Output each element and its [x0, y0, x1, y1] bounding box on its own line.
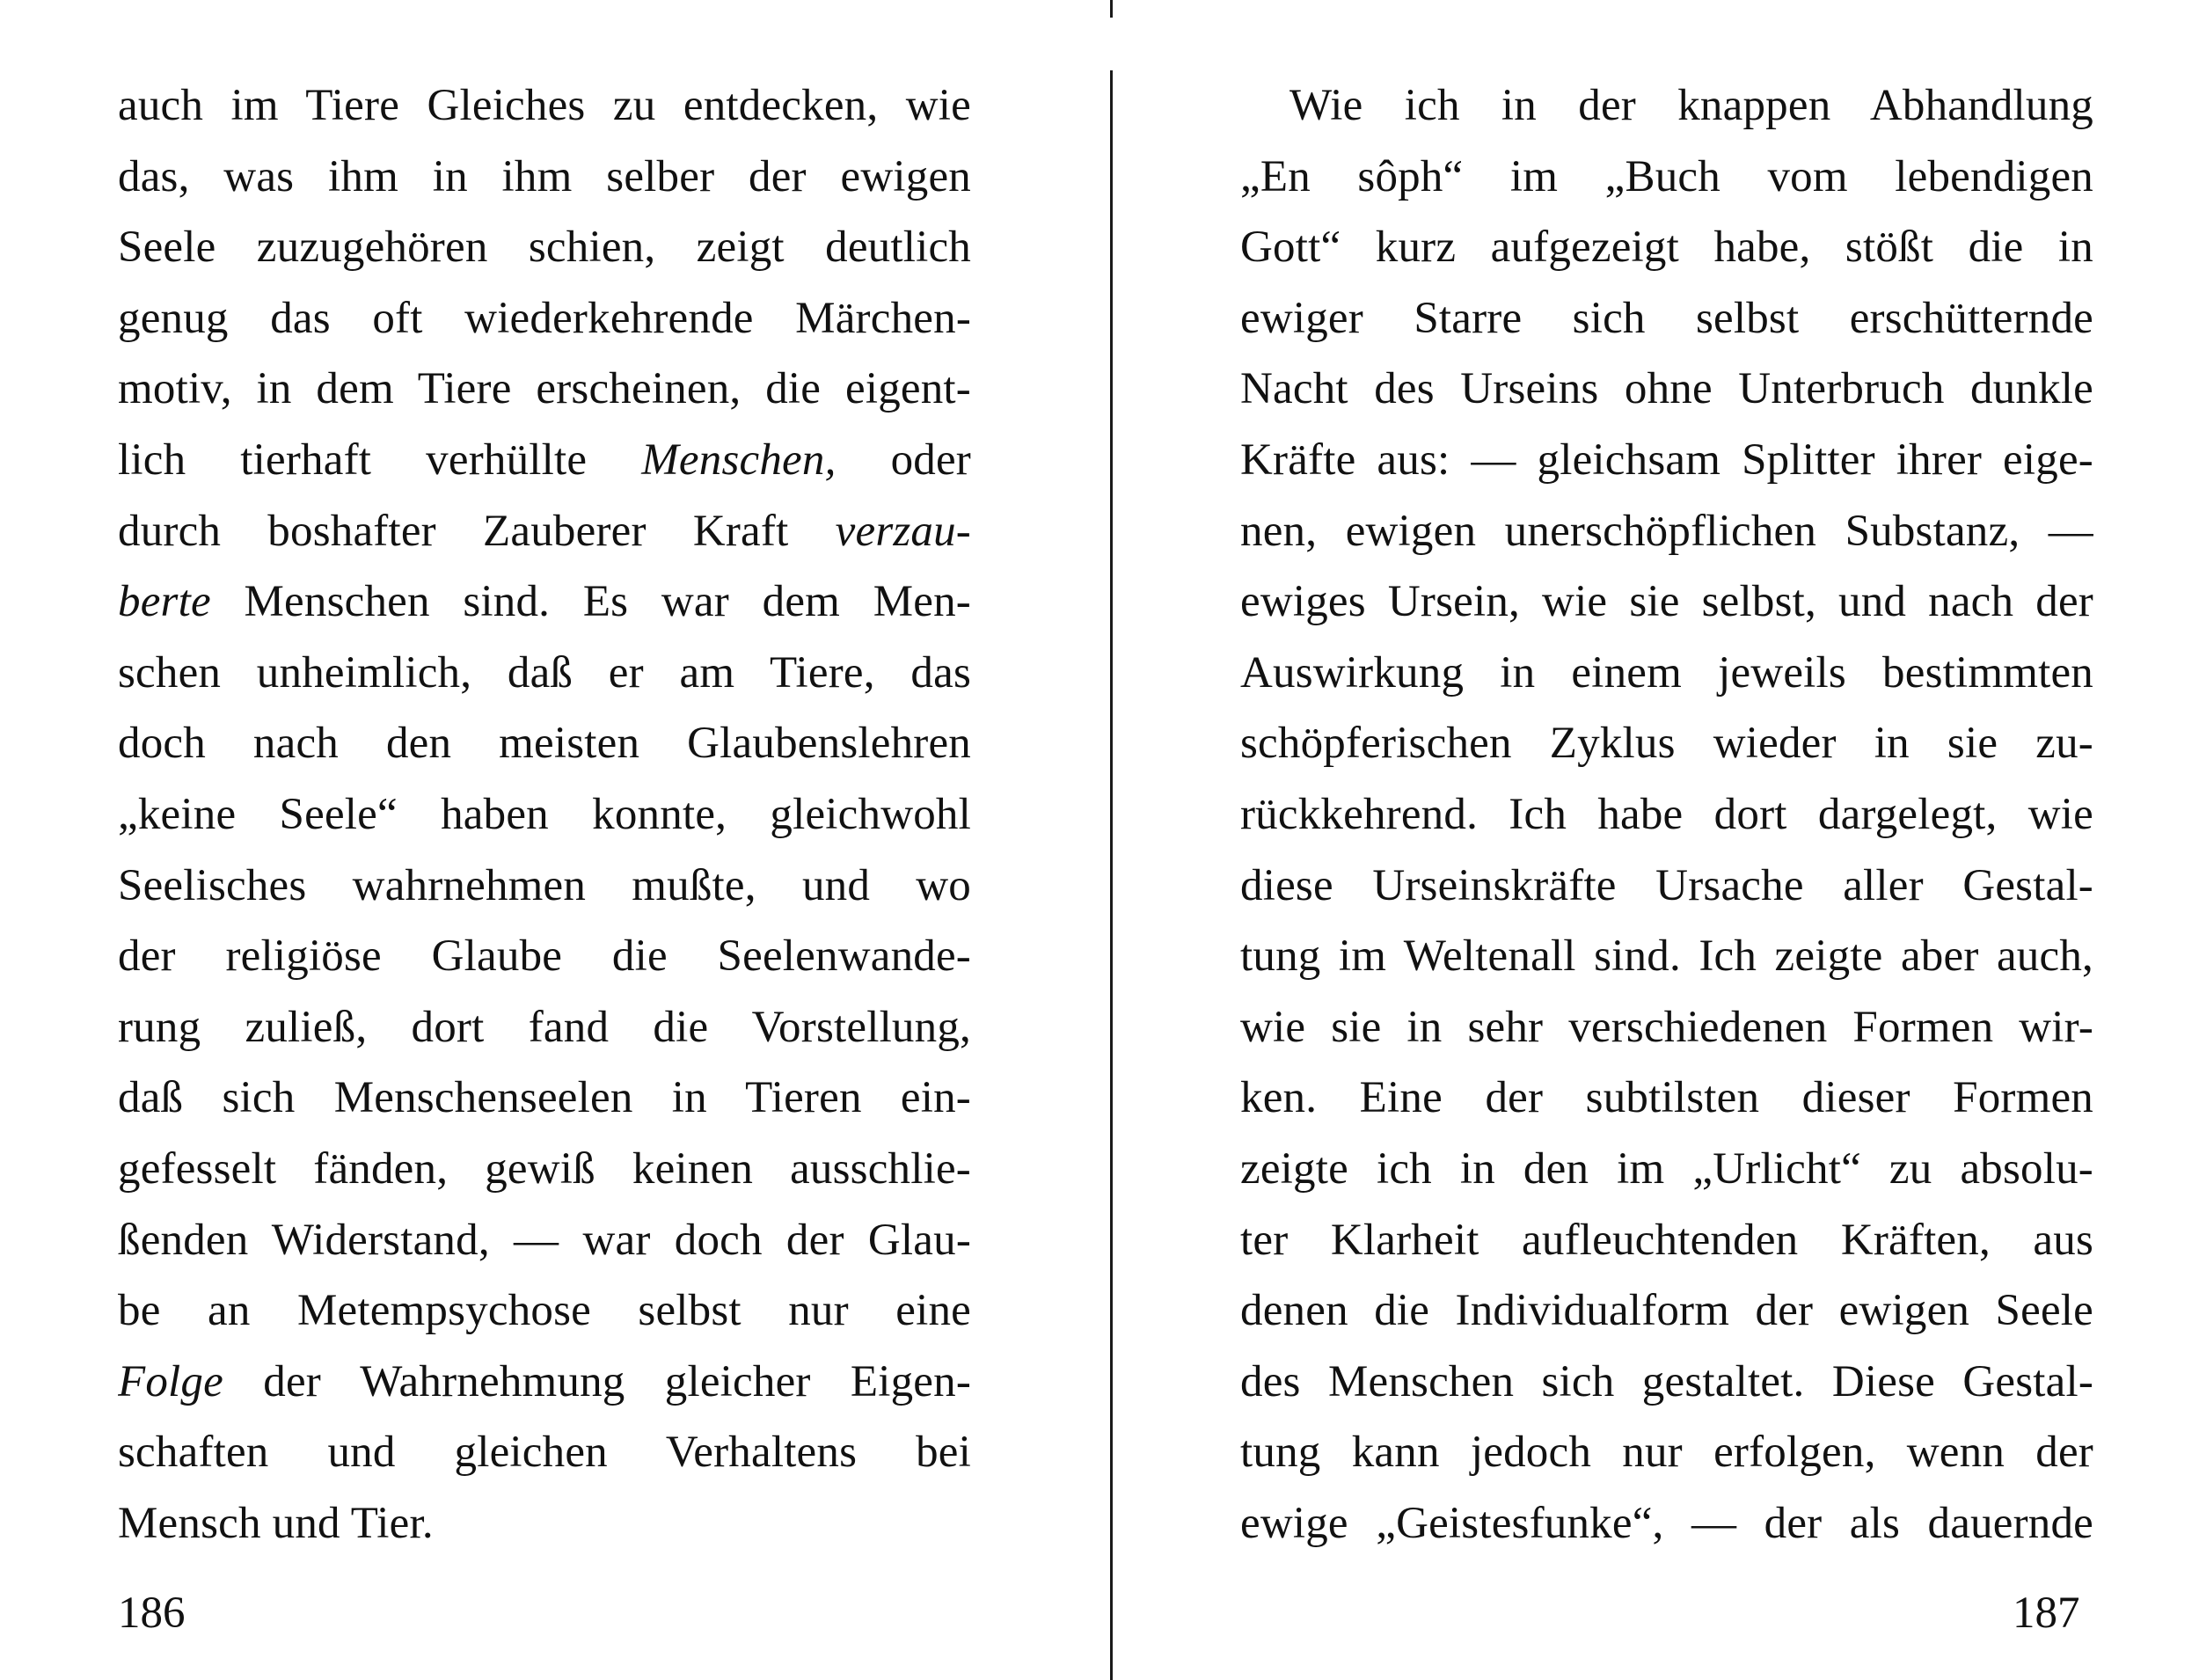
right-page-text: [1240, 70, 2093, 1559]
text-segment: rung zuließ, dort fand die Vorstellung,: [118, 1002, 971, 1052]
text-line: [1240, 708, 2093, 779]
text-segment: ken. Eine der subtilsten dieser Formen: [1240, 1073, 2093, 1123]
text-segment: ewiges Ursein, wie sie selbst, und nach der: [1240, 577, 2093, 627]
text-segment: be an Metempsychose selbst nur eine: [118, 1286, 971, 1336]
text-line: [118, 638, 971, 709]
text-segment: daß sich Menschenseelen in Tieren ein-: [118, 1073, 971, 1123]
text-line: [118, 496, 971, 567]
text-line: [118, 1488, 971, 1559]
text-segment: auch im Tiere Gleiches zu entdecken, wie: [118, 81, 971, 130]
text-line: [1240, 1275, 2093, 1347]
text-segment: der religiöse Glaube die Seelenwande-: [118, 931, 971, 982]
text-line: [1240, 851, 2093, 922]
text-line: [118, 212, 971, 283]
text-line: [1240, 1134, 2093, 1205]
text-segment: schen unheimlich, daß er am Tiere, das: [118, 647, 971, 698]
text-line: [1240, 1063, 2093, 1134]
text-segment: zeigte ich in den im „Urlicht“ zu absolu-: [1240, 1143, 2093, 1194]
text-line: [118, 283, 971, 354]
text-line: [118, 779, 971, 851]
text-segment: Menschen sind. Es war dem Men-: [210, 577, 971, 627]
text-segment: gefesselt fänden, gewiß keinen ausschlie-: [118, 1143, 971, 1194]
text-line: [118, 1063, 971, 1134]
text-line: [118, 921, 971, 992]
text-line: [1240, 1417, 2093, 1488]
text-line: [118, 425, 971, 496]
text-segment: ewige „Geistesfunke“, — der als dauernde: [1240, 1498, 2093, 1548]
text-line: [1240, 992, 2093, 1063]
text-line: [118, 1275, 971, 1347]
text-line: [118, 992, 971, 1063]
right-page: [1240, 70, 2093, 1559]
italic-text: berte: [118, 577, 211, 627]
text-segment: Seele zuzugehören schien, zeigt deutlich: [118, 223, 971, 273]
italic-text: Menschen,: [641, 435, 836, 485]
text-line: [1240, 283, 2093, 354]
text-segment: oder: [836, 435, 971, 485]
text-line: [1240, 1347, 2093, 1418]
text-segment: Kräfte aus: — gleichsam Splitter ihrer eige-: [1240, 435, 2093, 485]
text-segment: das, was ihm in ihm selber der ewigen: [118, 151, 971, 201]
right-page-number: 187: [2013, 1589, 2080, 1638]
text-line: [118, 708, 971, 779]
text-segment: durch boshafter Zauberer Kraft: [118, 506, 836, 556]
text-line: [1240, 1205, 2093, 1276]
text-segment: nen, ewigen unerschöpflichen Substanz, —: [1240, 506, 2093, 556]
text-line: [1240, 354, 2093, 425]
left-page-number: 186: [118, 1589, 186, 1638]
text-line: [1240, 1488, 2093, 1559]
text-segment: rückkehrend. Ich habe dort dargelegt, wie: [1240, 789, 2093, 839]
text-line: [1240, 425, 2093, 496]
text-segment: ewiger Starre sich selbst erschütternde: [1240, 293, 2093, 343]
text-line: [1240, 212, 2093, 283]
text-segment: ter Klarheit aufleuchtenden Kräften, aus: [1240, 1215, 2093, 1265]
text-segment: wie sie in sehr verschiedenen Formen wir-: [1240, 1002, 2093, 1052]
left-page: [118, 70, 971, 1559]
italic-text: verzau-: [835, 506, 971, 556]
text-segment: denen die Individualform der ewigen Seele: [1240, 1286, 2093, 1336]
text-segment: Nacht des Urseins ohne Unterbruch dunkle: [1240, 364, 2093, 414]
text-segment: diese Urseinskräfte Ursache aller Gestal-: [1240, 860, 2093, 910]
text-line: [1240, 566, 2093, 638]
text-segment: Auswirkung in einem jeweils bestimmten: [1240, 647, 2093, 698]
text-line: [1240, 142, 2093, 213]
text-segment: schaften und gleichen Verhaltens bei: [118, 1428, 971, 1478]
text-line: [118, 1347, 971, 1418]
gutter-line: [1110, 0, 1113, 1680]
text-line: [1240, 638, 2093, 709]
text-line: [1240, 921, 2093, 992]
text-line: [118, 70, 971, 142]
text-segment: Gott“ kurz aufgezeigt habe, stößt die in: [1240, 223, 2093, 273]
italic-text: Folge: [118, 1356, 223, 1406]
text-line: [118, 1417, 971, 1488]
left-page-text: [118, 70, 971, 1559]
text-segment: Mensch und Tier.: [118, 1498, 434, 1548]
text-line: [118, 851, 971, 922]
text-segment: Seelisches wahrnehmen mußte, und wo: [118, 860, 971, 910]
text-line: [118, 354, 971, 425]
text-segment: lich tierhaft verhüllte: [118, 435, 642, 485]
gutter-gap: [1108, 18, 1114, 70]
text-segment: doch nach den meisten Glaubenslehren: [118, 719, 971, 769]
text-segment: schöpferischen Zyklus wieder in sie zu-: [1240, 719, 2093, 769]
text-segment: ßenden Widerstand, — war doch der Glau-: [118, 1215, 971, 1265]
text-segment: tung kann jedoch nur erfolgen, wenn der: [1240, 1428, 2093, 1478]
text-segment: der Wahrnehmung gleicher Eigen-: [223, 1356, 971, 1406]
text-segment: des Menschen sich gestaltet. Diese Gestal-: [1240, 1356, 2093, 1406]
text-line: [118, 142, 971, 213]
text-segment: Wie ich in der knappen Abhandlung: [1289, 81, 2093, 130]
text-segment: „keine Seele“ haben konnte, gleichwohl: [118, 789, 971, 839]
text-line: [118, 1134, 971, 1205]
text-line: [1240, 496, 2093, 567]
text-segment: genug das oft wiederkehrende Märchen-: [118, 293, 971, 343]
text-segment: motiv, in dem Tiere erscheinen, die eigent-: [118, 364, 971, 414]
text-segment: „En sôph“ im „Buch vom lebendigen: [1240, 151, 2093, 201]
text-line: [1240, 70, 2093, 142]
text-line: [118, 1205, 971, 1276]
text-segment: tung im Weltenall sind. Ich zeigte aber auch,: [1240, 931, 2093, 982]
text-line: [118, 566, 971, 638]
text-line: [1240, 779, 2093, 851]
